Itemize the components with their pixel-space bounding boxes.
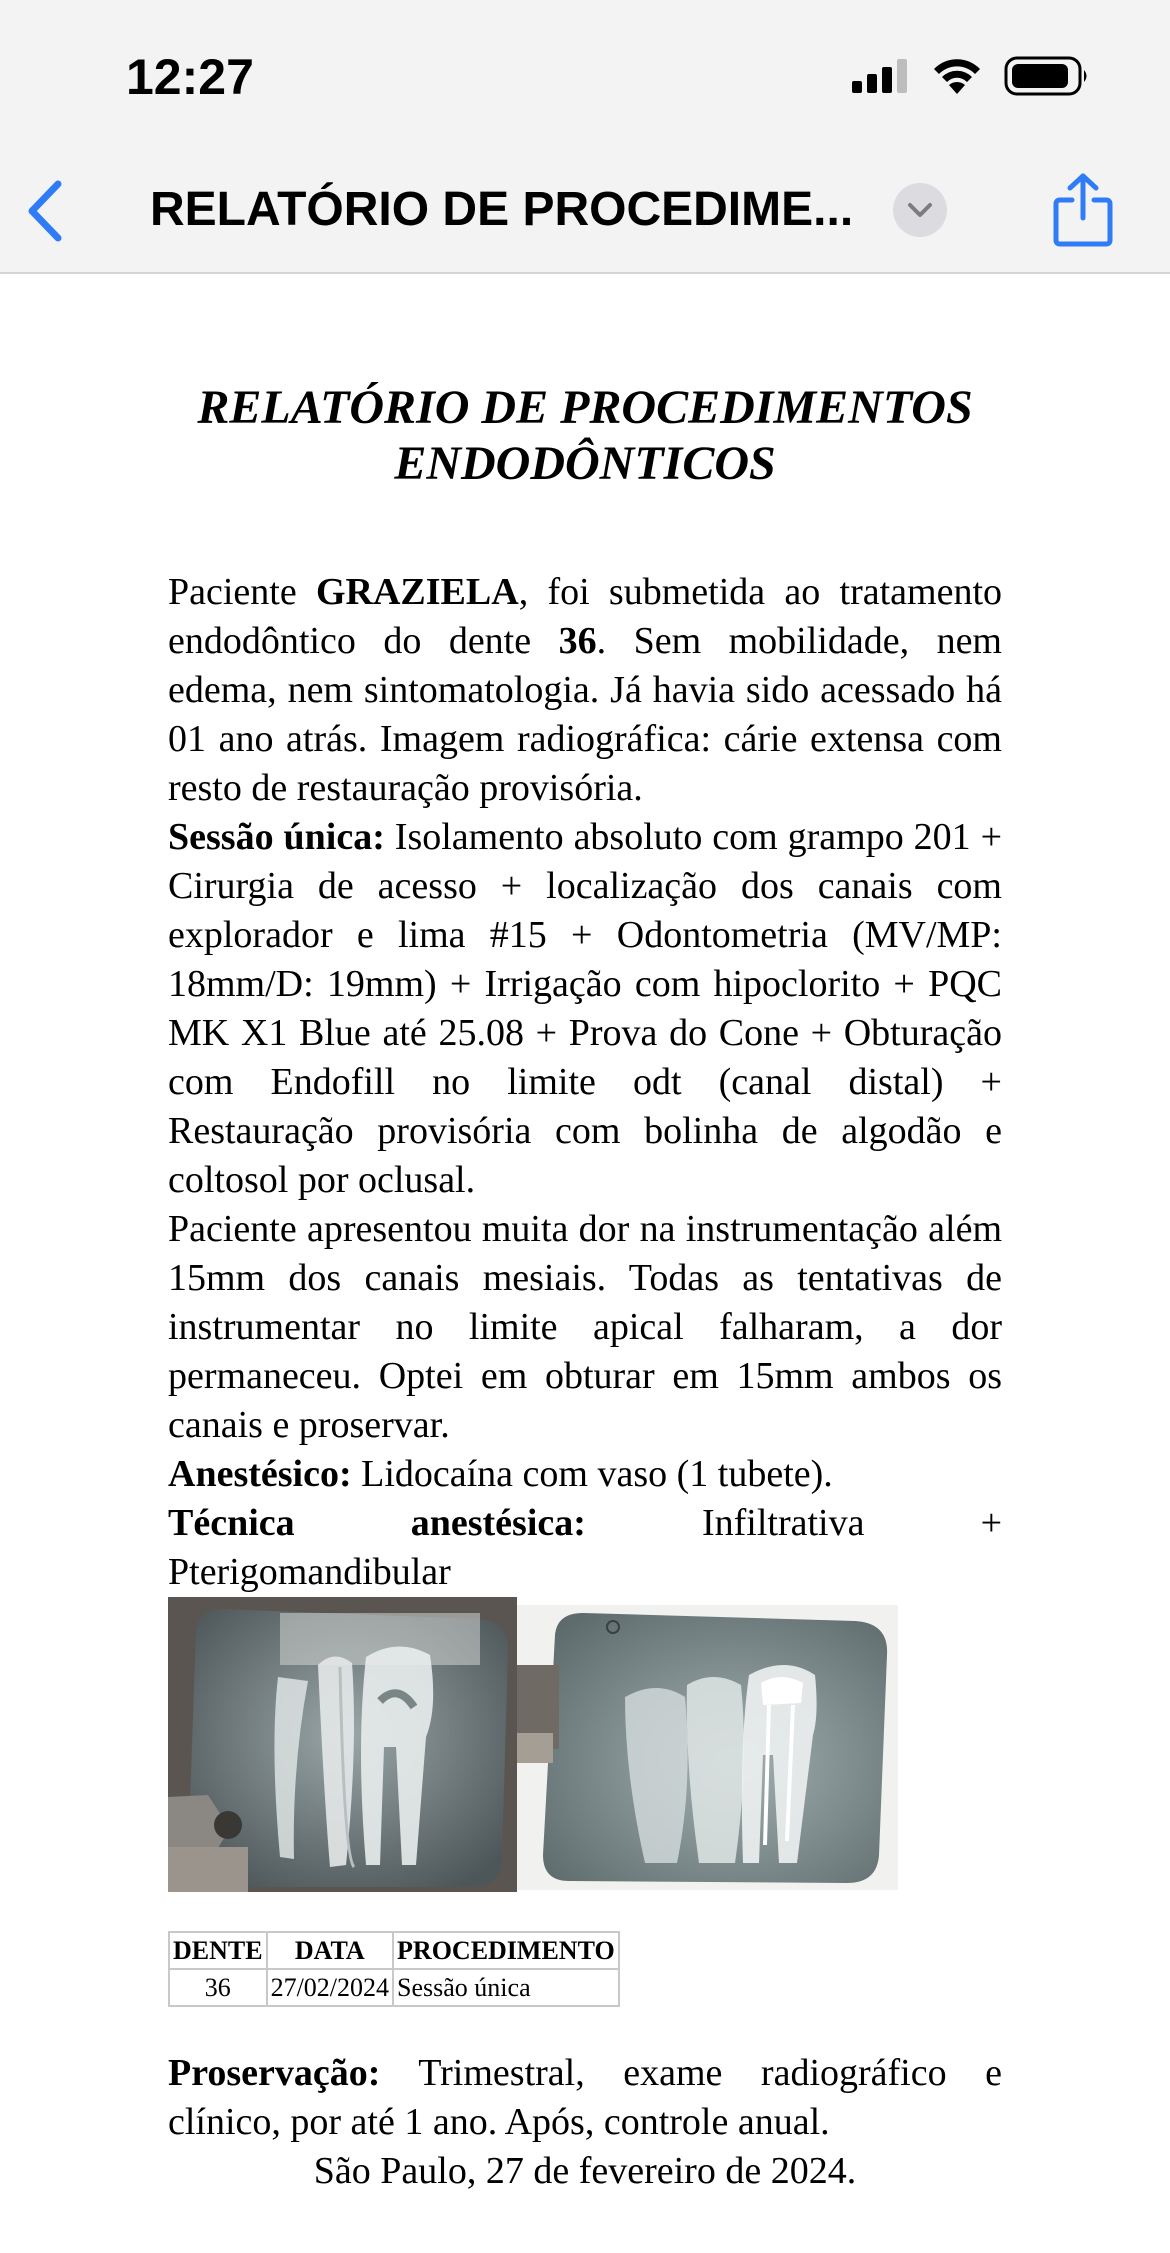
battery-icon <box>1004 56 1090 96</box>
status-bar <box>0 0 1170 150</box>
patient-paragraph <box>168 568 1002 813</box>
column-header: PROCEDIMENTO <box>393 1932 619 1969</box>
follow-up-label: Proservação: <box>168 2052 381 2094</box>
anesthetic-label: Anestésico: <box>168 1453 352 1495</box>
follow-up-section <box>168 2049 1002 2196</box>
wifi-icon <box>932 58 982 94</box>
chevron-down-icon <box>907 200 933 220</box>
column-header: DATA <box>267 1932 393 1969</box>
cellular-signal-icon <box>852 59 910 93</box>
back-button[interactable] <box>22 176 68 246</box>
technique-label: Técnica anestésica: <box>168 1502 586 1544</box>
document-title: RELATÓRIO DE PROCEDIME... <box>150 183 854 236</box>
report-body <box>168 568 1002 1597</box>
text-fragment: Paciente <box>168 571 316 613</box>
radiograph-initial <box>168 1597 517 1892</box>
table-row <box>169 1969 619 2006</box>
technique-continuation: Pterigomandibular <box>168 1551 451 1593</box>
follow-up-paragraph <box>168 2049 1002 2147</box>
table-cell-date: 27/02/2024 <box>267 1969 393 2006</box>
radiograph-images <box>168 1597 1002 1893</box>
status-icons <box>852 56 1090 96</box>
table-cell-procedure: Sessão única <box>393 1969 619 2006</box>
session-paragraph <box>168 813 1002 1205</box>
title-menu-button[interactable] <box>893 183 947 237</box>
tooth-number: 36 <box>558 620 597 662</box>
technique-text: Infiltrativa + <box>585 1502 1002 1544</box>
technique-paragraph <box>168 1499 1002 1548</box>
share-button[interactable] <box>1052 172 1114 248</box>
anesthetic-text: Lidocaína com vaso (1 tubete). <box>351 1453 833 1495</box>
session-text: Isolamento absoluto com grampo 201 + Cirurgia de acesso + localização dos canais com explorador e lima #15 + Odontometria (MV/MP: 18mm/D: 19mm) + Irrigação com hipoclorito + PQC MK X1 Blue até 25.08 + Prova do Cone + Obturação com Endofill no limite odt (canal distal) + Restauração provisória com bolinha de algodão e coltosol por oclusal. <box>168 816 1002 1201</box>
patient-name: GRAZIELA <box>315 571 519 613</box>
follow-up-text: Trimestral, exame radiográfico e clínico, por até 1 ano. Após, controle anual. <box>168 2052 1002 2143</box>
place-and-date: São Paulo, 27 de fevereiro de 2024. <box>313 2150 857 2192</box>
radiograph-final <box>517 1605 898 1890</box>
column-header: DENTE <box>169 1932 267 1969</box>
clock-time: 12:27 <box>126 49 254 105</box>
table-cell-tooth: 36 <box>169 1969 267 2006</box>
procedure-table <box>168 1931 620 2007</box>
report-title-line-2: ENDODÔNTICOS <box>394 437 776 490</box>
text-fragment: . Sem mobilidade, nem edema, nem sintomatologia. Já havia sido acessado há 01 ano atrás. Imagem radiográfica: cárie extensa com resto de restauração provisória. <box>168 620 1002 809</box>
table-header-row <box>169 1932 619 1969</box>
report-title-line-1: RELATÓRIO DE PROCEDIMENTOS <box>197 381 973 434</box>
chevron-left-icon <box>22 176 68 246</box>
share-icon <box>1052 172 1114 248</box>
anesthetic-paragraph <box>168 1450 1002 1499</box>
document-content <box>168 272 1002 2196</box>
session-label: Sessão única: <box>168 816 385 858</box>
text-fragment: , foi submetida ao tratamento endodôntico do dente <box>168 571 1002 662</box>
report-title <box>168 380 1002 492</box>
navigation-bar <box>0 150 1170 274</box>
pain-note-paragraph: Paciente apresentou muita dor na instrumentação além 15mm dos canais mesiais. Todas as tentativas de instrumentar no limite apical falharam, a dor permaneceu. Optei em obturar em 15mm ambos os canais e proservar. <box>168 1208 1002 1446</box>
